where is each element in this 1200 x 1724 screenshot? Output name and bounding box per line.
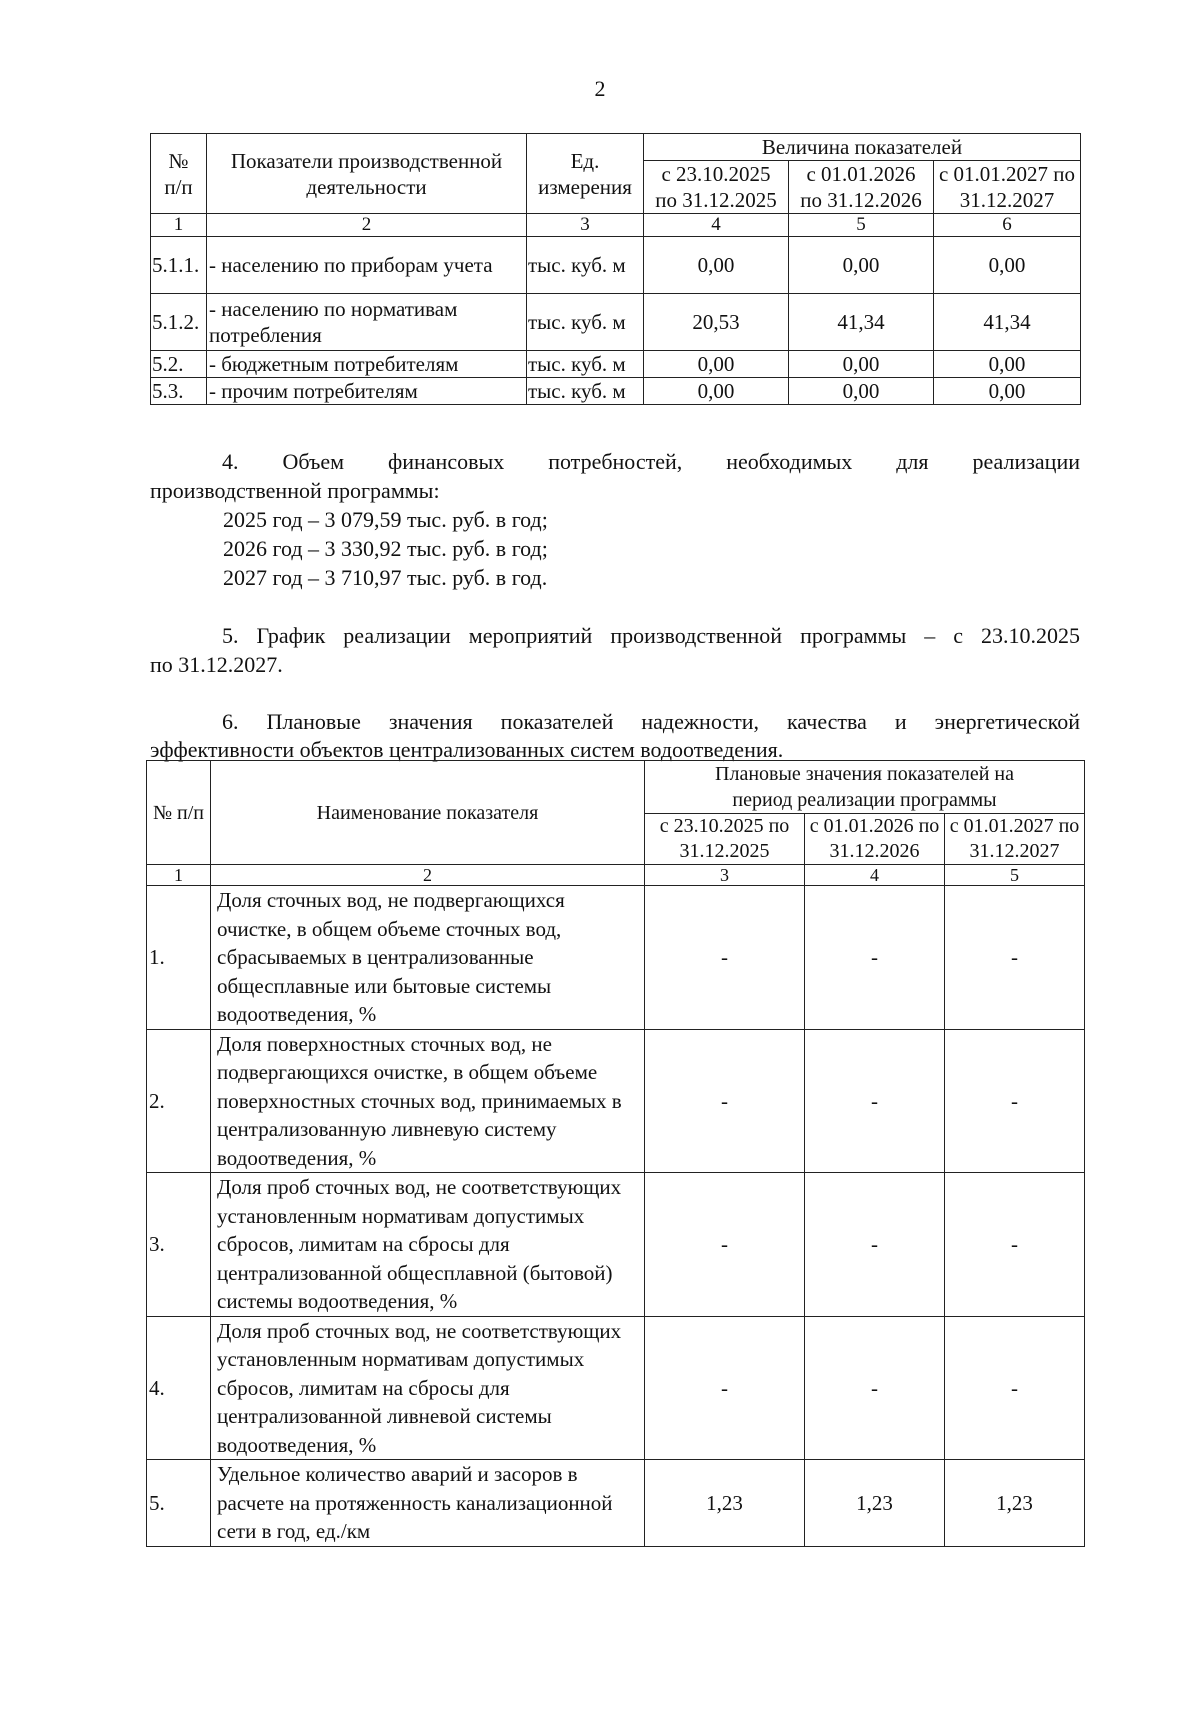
quality-indicators-table [146, 760, 1085, 1547]
row-value: - [645, 1029, 805, 1173]
column-number: 3 [527, 214, 644, 237]
row-name: Доля проб сточных вод, не соответствующих установленным нормативам допустимых сбросов, лимитам на сбросы для централизованной общесплавной (бытовой) системы водоотведения, % [211, 1173, 645, 1317]
column-number: 6 [934, 214, 1081, 237]
section4-year-2026: 2026 год – 3 330,92 тыс. руб. в год; [223, 536, 548, 561]
row-value: - [805, 1316, 945, 1460]
row-value: 41,34 [789, 294, 934, 351]
row-num: 5.3. [151, 378, 207, 405]
row-value: 0,00 [934, 237, 1081, 294]
row-value: 41,34 [934, 294, 1081, 351]
row-num: 5.1.1. [151, 237, 207, 294]
row-value: 0,00 [934, 378, 1081, 405]
table-row [147, 886, 1085, 1030]
header-unit: Ед. измерения [527, 134, 644, 214]
row-value: 0,00 [644, 237, 789, 294]
row-num: 5.1.2. [151, 294, 207, 351]
section4-year-2027: 2027 год – 3 710,97 тыс. руб. в год. [223, 565, 548, 590]
page-number: 2 [594, 76, 606, 101]
row-unit: тыс. куб. м [527, 237, 644, 294]
header-num: № п/п [147, 761, 211, 865]
table-row [147, 1173, 1085, 1317]
column-number: 4 [805, 865, 945, 886]
header-period-1: с 23.10.2025 по 31.12.2025 [645, 814, 805, 865]
section5-schedule-cont: по 31.12.2027. [150, 652, 283, 677]
section4-year-2025: 2025 год – 3 079,59 тыс. руб. в год; [223, 507, 548, 532]
section4-intro: 4. Объем финансовых потребностей, необходимых для реализации [222, 449, 1080, 474]
row-name: - бюджетным потребителям [207, 351, 527, 378]
section4-intro-cont: производственной программы: [150, 478, 440, 503]
row-num: 2. [147, 1029, 211, 1173]
row-unit: тыс. куб. м [527, 378, 644, 405]
header-num: № п/п [151, 134, 207, 214]
row-value: 0,00 [789, 378, 934, 405]
row-value: 0,00 [789, 237, 934, 294]
table-row [151, 237, 1081, 294]
column-number: 1 [147, 865, 211, 886]
row-value: 0,00 [789, 351, 934, 378]
row-value: 0,00 [934, 351, 1081, 378]
section6-title-cont: эффективности объектов централизованных систем водоотведения. [150, 737, 784, 762]
header-period-3: с 01.01.2027 по 31.12.2027 [945, 814, 1085, 865]
header-period-2: с 01.01.2026 по 31.12.2026 [789, 161, 934, 214]
header-values-group: Величина показателей [644, 134, 1081, 161]
row-value: - [645, 886, 805, 1030]
row-name: Доля поверхностных сточных вод, не подвергающихся очистке, в общем объеме поверхностных сточных вод, принимаемых в централизованную ливневую систему водоотведения, % [211, 1029, 645, 1173]
row-name: Доля сточных вод, не подвергающихся очистке, в общем объеме сточных вод, сбрасываемых в централизованные общесплавные или бытовые системы водоотведения, % [211, 886, 645, 1030]
row-value: 20,53 [644, 294, 789, 351]
column-number: 4 [644, 214, 789, 237]
header-period-2: с 01.01.2026 по 31.12.2026 [805, 814, 945, 865]
column-number: 1 [151, 214, 207, 237]
row-num: 3. [147, 1173, 211, 1317]
table-row [147, 1029, 1085, 1173]
column-number: 5 [945, 865, 1085, 886]
row-value: - [645, 1173, 805, 1317]
row-num: 1. [147, 886, 211, 1030]
table-row [151, 351, 1081, 378]
row-name: Удельное количество аварий и засоров в расчете на протяженность канализационной сети в год, ед./км [211, 1460, 645, 1547]
row-value: 1,23 [805, 1460, 945, 1547]
row-value: - [945, 1029, 1085, 1173]
row-value: - [945, 1316, 1085, 1460]
column-number: 2 [207, 214, 527, 237]
header-plan-group: Плановые значения показателей на период реализации программы [645, 761, 1085, 814]
row-value: - [645, 1316, 805, 1460]
row-value: - [805, 1173, 945, 1317]
row-name: Доля проб сточных вод, не соответствующих установленным нормативам допустимых сбросов, лимитам на сбросы для централизованной ливневой системы водоотведения, % [211, 1316, 645, 1460]
column-number: 3 [645, 865, 805, 886]
header-indicator: Показатели производственной деятельности [207, 134, 527, 214]
row-name: - прочим потребителям [207, 378, 527, 405]
production-indicators-table [150, 133, 1081, 405]
row-unit: тыс. куб. м [527, 351, 644, 378]
column-number: 5 [789, 214, 934, 237]
row-value: 1,23 [645, 1460, 805, 1547]
table-row [151, 378, 1081, 405]
row-num: 5. [147, 1460, 211, 1547]
row-value: - [805, 886, 945, 1030]
table-row [147, 1460, 1085, 1547]
header-period-3: с 01.01.2027 по 31.12.2027 [934, 161, 1081, 214]
table-row [151, 294, 1081, 351]
column-number: 2 [211, 865, 645, 886]
row-name: - населению по нормативам потребления [207, 294, 527, 351]
row-num: 4. [147, 1316, 211, 1460]
row-value: 0,00 [644, 378, 789, 405]
section5-schedule: 5. График реализации мероприятий производственной программы – с 23.10.2025 [222, 623, 1080, 648]
row-num: 5.2. [151, 351, 207, 378]
header-period-1: с 23.10.2025 по 31.12.2025 [644, 161, 789, 214]
row-unit: тыс. куб. м [527, 294, 644, 351]
row-value: - [945, 886, 1085, 1030]
row-name: - населению по приборам учета [207, 237, 527, 294]
row-value: - [805, 1029, 945, 1173]
row-value: 1,23 [945, 1460, 1085, 1547]
row-value: 0,00 [644, 351, 789, 378]
row-value: - [945, 1173, 1085, 1317]
header-name: Наименование показателя [211, 761, 645, 865]
table-row [147, 1316, 1085, 1460]
section6-title: 6. Плановые значения показателей надежности, качества и энергетической [222, 709, 1080, 734]
